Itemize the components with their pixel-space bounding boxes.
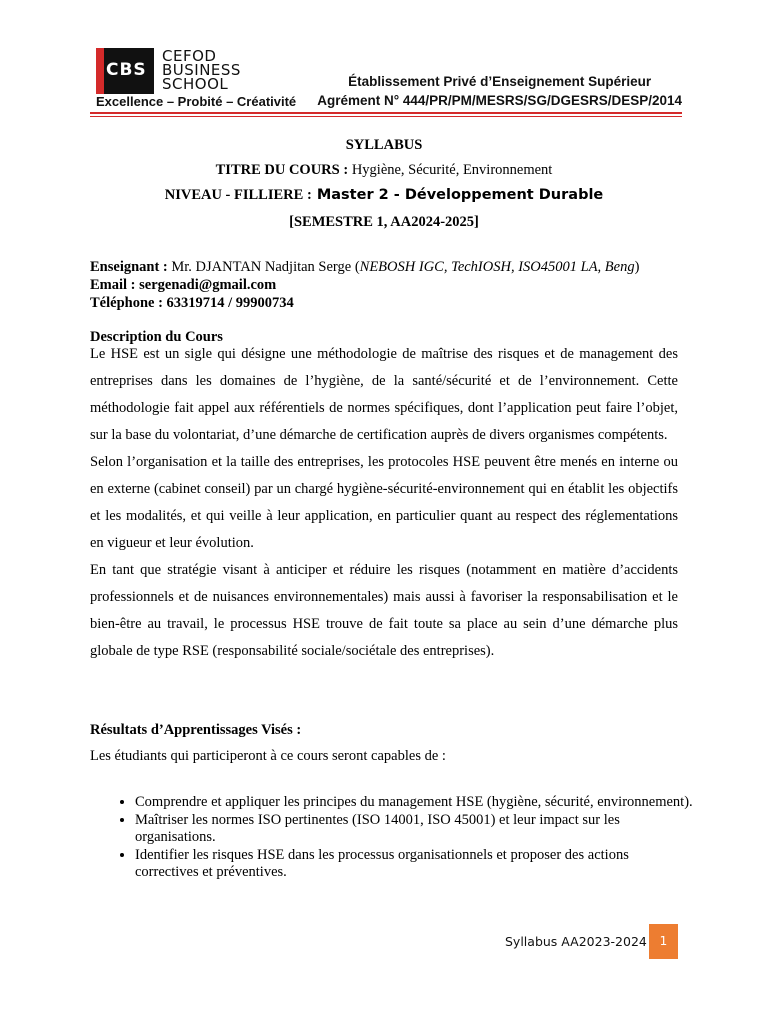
- description-paragraph-3: En tant que stratégie visant à anticiper et réduire les risques (notamment en matière d’accidents professionnels et de nuisances environnementales) mais aussi à favoriser la responsabilisation et le bien-être au travail, le processus HSE trouve de fait toute sa place au sein d’une démarche plus globale de type RSE (responsabilité sociale/sociétale des entreprises).: [90, 562, 678, 659]
- list-item: • Maîtriser les normes ISO pertinentes (ISO 14001, ISO 45001) et leur impact sur les organisations.: [135, 812, 695, 846]
- list-item: • Identifier les risques HSE dans les processus organisationnels et proposer des actions correctives et préventives.: [135, 847, 695, 881]
- teacher-close: ): [634, 259, 640, 275]
- course-level-label: NIVEAU - FILLIERE :: [164, 187, 312, 203]
- course-title: [90, 162, 678, 179]
- school-motto: Excellence – Probité – Créativité: [96, 94, 297, 109]
- teacher-name: Mr. DJANTAN Nadjitan Serge (: [167, 259, 360, 275]
- logo-monogram: CBS: [106, 60, 147, 80]
- footer-text: Syllabus AA2023-2024: [505, 934, 647, 949]
- description-heading: Description du Cours: [90, 329, 223, 345]
- description-paragraph-2: Selon l’organisation et la taille des entreprises, les protocoles HSE peuvent être menés en interne ou en externe (cabinet conseil) par un chargé hygiène-sécurité-environnement qui en établit les objectifs et les modalités, et qui veille à leur application, en particulier quant au respect des réglementations en vigueur et leur évolution.: [90, 454, 678, 551]
- school-name-line3: SCHOOL: [162, 75, 229, 93]
- header-divider: [90, 112, 682, 114]
- school-name-line1: CEFOD: [162, 47, 217, 65]
- page-header: [90, 46, 682, 116]
- teacher-line: [90, 258, 678, 276]
- outcomes-heading: Résultats d’Apprentissages Visés :: [90, 722, 302, 738]
- teacher-phone: Téléphone : 63319714 / 99900734: [90, 295, 294, 311]
- semester-info: [SEMESTRE 1, AA2024-2025]: [289, 214, 479, 230]
- description-paragraph-1: Le HSE est un sigle qui désigne une méthodologie de maîtrise des risques et de management des entreprises dans les domaines de l’hygiène, de la santé/sécurité et de l’environnement. Cette méthodologie fait appel aux référentiels de normes spécifiques, dont l’application peut faire l’objet, sur la base du volontariat, d’une démarche de certification auprès de divers organismes compétents.: [90, 346, 678, 443]
- school-name: [162, 49, 241, 91]
- document-title: SYLLABUS: [345, 137, 423, 153]
- accreditation-number: Agrément N° 444/PR/PM/MESRS/SG/DGESRS/DESP/2014: [317, 93, 682, 108]
- outcomes-intro: Les étudiants qui participeront à ce cours seront capables de :: [90, 748, 446, 764]
- teacher-credentials: NEBOSH IGC, TechIOSH, ISO45001 LA, Beng: [359, 259, 635, 275]
- course-title-label: TITRE DU COURS :: [215, 162, 349, 178]
- list-item: • Comprendre et appliquer les principes du management HSE (hygiène, sécurité, environnement).: [135, 794, 695, 811]
- institution-type: Établissement Privé d’Enseignement Supérieur: [348, 74, 652, 89]
- institution-info: [317, 72, 682, 110]
- school-name-line2: BUSINESS: [162, 61, 241, 79]
- page-number: 1: [649, 924, 678, 959]
- teacher-info: [90, 258, 678, 312]
- school-logo: [96, 48, 154, 94]
- header-divider-thin: [90, 116, 682, 117]
- outcomes-list: [90, 794, 695, 882]
- description-body: [90, 341, 678, 665]
- teacher-email: Email : sergenadi@gmail.com: [90, 277, 277, 293]
- course-level-value: Master 2 - Développement Durable: [311, 187, 604, 203]
- course-title-value: Hygiène, Sécurité, Environnement: [348, 162, 553, 178]
- teacher-label: Enseignant :: [90, 259, 168, 275]
- course-level: [90, 187, 678, 204]
- logo-red-stripe: [96, 48, 104, 94]
